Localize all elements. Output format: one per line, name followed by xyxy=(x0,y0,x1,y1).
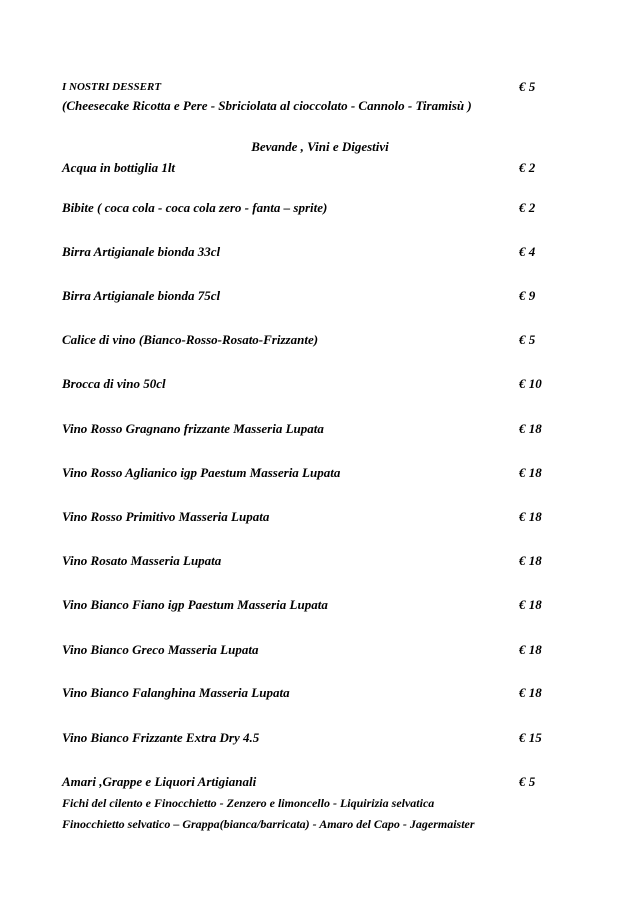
dessert-description-row xyxy=(0,96,640,116)
section-title-row xyxy=(0,137,640,157)
item-price: € 18 xyxy=(519,421,542,436)
item-name: Acqua in bottiglia 1lt xyxy=(62,160,176,175)
item-price: € 2 xyxy=(519,160,536,175)
dessert-description: (Cheesecake Ricotta e Pere - Sbriciolata al cioccolato - Cannolo - Tiramisù ) xyxy=(62,98,472,113)
liquori-price: € 5 xyxy=(519,774,536,789)
menu-item xyxy=(0,728,640,748)
liquori-list-line-1: Fichi del cilento e Finocchietto - Zenzero e limoncello - Liquirizia selvatica xyxy=(62,796,435,810)
item-price: € 9 xyxy=(519,288,536,303)
menu-item xyxy=(0,551,640,571)
dessert-title: I NOSTRI DESSERT xyxy=(62,81,162,93)
menu-item xyxy=(0,683,640,703)
item-price: € 18 xyxy=(519,509,542,524)
item-price: € 18 xyxy=(519,465,542,480)
item-name: Vino Bianco Greco Masseria Lupata xyxy=(62,642,259,657)
section-title: Bevande , Vini e Digestivi xyxy=(251,139,389,154)
item-name: Birra Artigianale bionda 75cl xyxy=(62,288,221,303)
item-name: Vino Rosso Aglianico igp Paestum Masseria Lupata xyxy=(62,465,341,480)
item-name: Vino Bianco Falanghina Masseria Lupata xyxy=(62,685,290,700)
item-name: Vino Rosato Masseria Lupata xyxy=(62,553,222,568)
item-price: € 4 xyxy=(519,244,536,259)
liquori-list-row xyxy=(0,793,640,813)
item-price: € 10 xyxy=(519,376,542,391)
menu-item xyxy=(0,330,640,350)
item-name: Bibite ( coca cola - coca cola zero - fanta – sprite) xyxy=(62,200,328,215)
liquori-list-row xyxy=(0,814,640,834)
item-name: Calice di vino (Bianco-Rosso-Rosato-Frizzante) xyxy=(62,332,319,347)
item-price: € 15 xyxy=(519,730,542,745)
menu-item xyxy=(0,242,640,262)
menu-item xyxy=(0,640,640,660)
item-name: Vino Bianco Frizzante Extra Dry 4.5 xyxy=(62,730,260,745)
item-price: € 5 xyxy=(519,332,536,347)
liquori-list-line-2: Finocchietto selvatico – Grappa(bianca/barricata) - Amaro del Capo - Jagermaister xyxy=(62,817,475,831)
menu-item xyxy=(0,595,640,615)
dessert-row xyxy=(0,77,640,97)
item-name: Vino Bianco Fiano igp Paestum Masseria Lupata xyxy=(62,597,328,612)
item-name: Brocca di vino 50cl xyxy=(62,376,166,391)
menu-item xyxy=(0,198,640,218)
item-name: Birra Artigianale bionda 33cl xyxy=(62,244,221,259)
menu-item xyxy=(0,507,640,527)
item-price: € 18 xyxy=(519,553,542,568)
menu-item xyxy=(0,419,640,439)
menu-item xyxy=(0,286,640,306)
menu-item xyxy=(0,463,640,483)
menu-item xyxy=(0,158,640,178)
item-price: € 18 xyxy=(519,597,542,612)
item-name: Vino Rosso Gragnano frizzante Masseria Lupata xyxy=(62,421,324,436)
item-price: € 18 xyxy=(519,685,542,700)
liquori-title: Amari ,Grappe e Liquori Artigianali xyxy=(62,774,257,789)
item-price: € 2 xyxy=(519,200,536,215)
liquori-row xyxy=(0,772,640,792)
dessert-price: € 5 xyxy=(519,79,536,94)
item-name: Vino Rosso Primitivo Masseria Lupata xyxy=(62,509,270,524)
item-price: € 18 xyxy=(519,642,542,657)
menu-item xyxy=(0,374,640,394)
